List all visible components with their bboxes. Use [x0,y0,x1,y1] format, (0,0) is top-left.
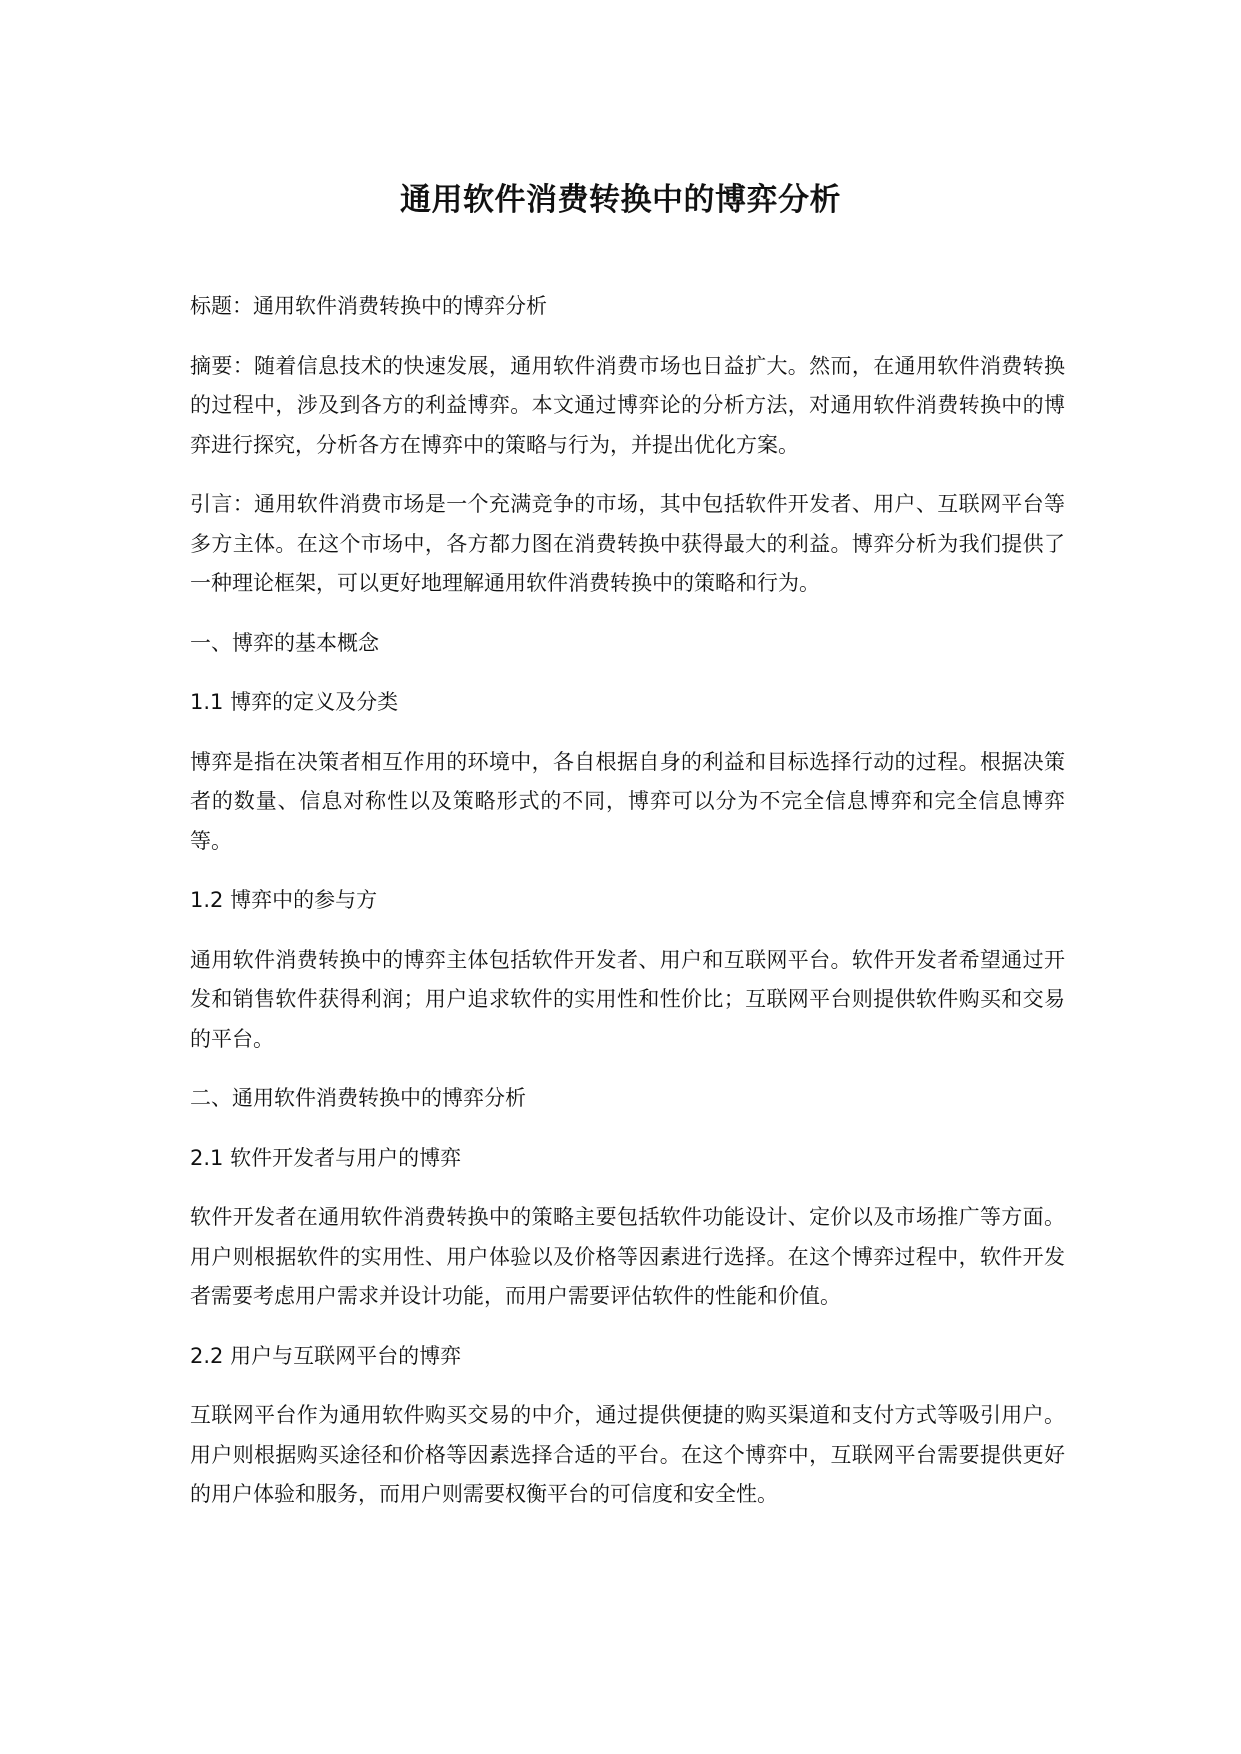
section-2-2-text: 互联网平台作为通用软件购买交易的中介，通过提供便捷的购买渠道和支付方式等吸引用户。用户则根据购买途径和价格等因素选择合适的平台。在这个博弈中，互联网平台需要提供更好的用户体验和服务，而用户则需要权衡平台的可信度和安全性。 [190,1403,1065,1506]
section-2-1-text: 软件开发者在通用软件消费转换中的策略主要包括软件功能设计、定价以及市场推广等方面。用户则根据软件的实用性、用户体验以及价格等因素进行选择。在这个博弈过程中，软件开发者需要考虑用户需求并设计功能，而用户需要评估软件的性能和价值。 [190,1205,1065,1308]
page-title: 通用软件消费转换中的博弈分析 [400,182,841,218]
section-1-2-text: 通用软件消费转换中的博弈主体包括软件开发者、用户和互联网平台。软件开发者希望通过开发和销售软件获得利润；用户追求软件的实用性和性价比；互联网平台则提供软件购买和交易的平台。 [190,947,1065,1051]
title-line: 标题：通用软件消费转换中的博弈分析 [190,294,547,318]
introduction: 引言：通用软件消费市场是一个充满竞争的市场，其中包括软件开发者、用户、互联网平台等多方主体。在这个市场中，各方都力图在消费转换中获得最大的利益。博弈分析为我们提供了一种理论框架，可以更好地理解通用软件消费转换中的策略和行为。 [190,492,1065,595]
section-1-heading: 一、博弈的基本概念 [190,630,379,655]
section-1-1-text: 博弈是指在决策者相互作用的环境中，各自根据自身的利益和目标选择行动的过程。根据决策者的数量、信息对称性以及策略形式的不同，博弈可以分为不完全信息博弈和完全信息博弈等。 [190,749,1065,853]
section-2-2-heading: 2.2 用户与互联网平台的博弈 [190,1343,462,1368]
section-1-1-heading: 1.1 博弈的定义及分类 [190,690,399,714]
section-1-2-heading: 1.2 博弈中的参与方 [190,888,378,912]
document-body [190,287,1065,1535]
section-2-1-heading: 2.1 软件开发者与用户的博弈 [190,1145,462,1170]
abstract: 摘要：随着信息技术的快速发展，通用软件消费市场也日益扩大。然而，在通用软件消费转换的过程中，涉及到各方的利益博弈。本文通过博弈论的分析方法，对通用软件消费转换中的博弈进行探究，分析各方在博弈中的策略与行为，并提出优化方案。 [190,353,1065,457]
section-2-heading: 二、通用软件消费转换中的博弈分析 [190,1086,526,1110]
